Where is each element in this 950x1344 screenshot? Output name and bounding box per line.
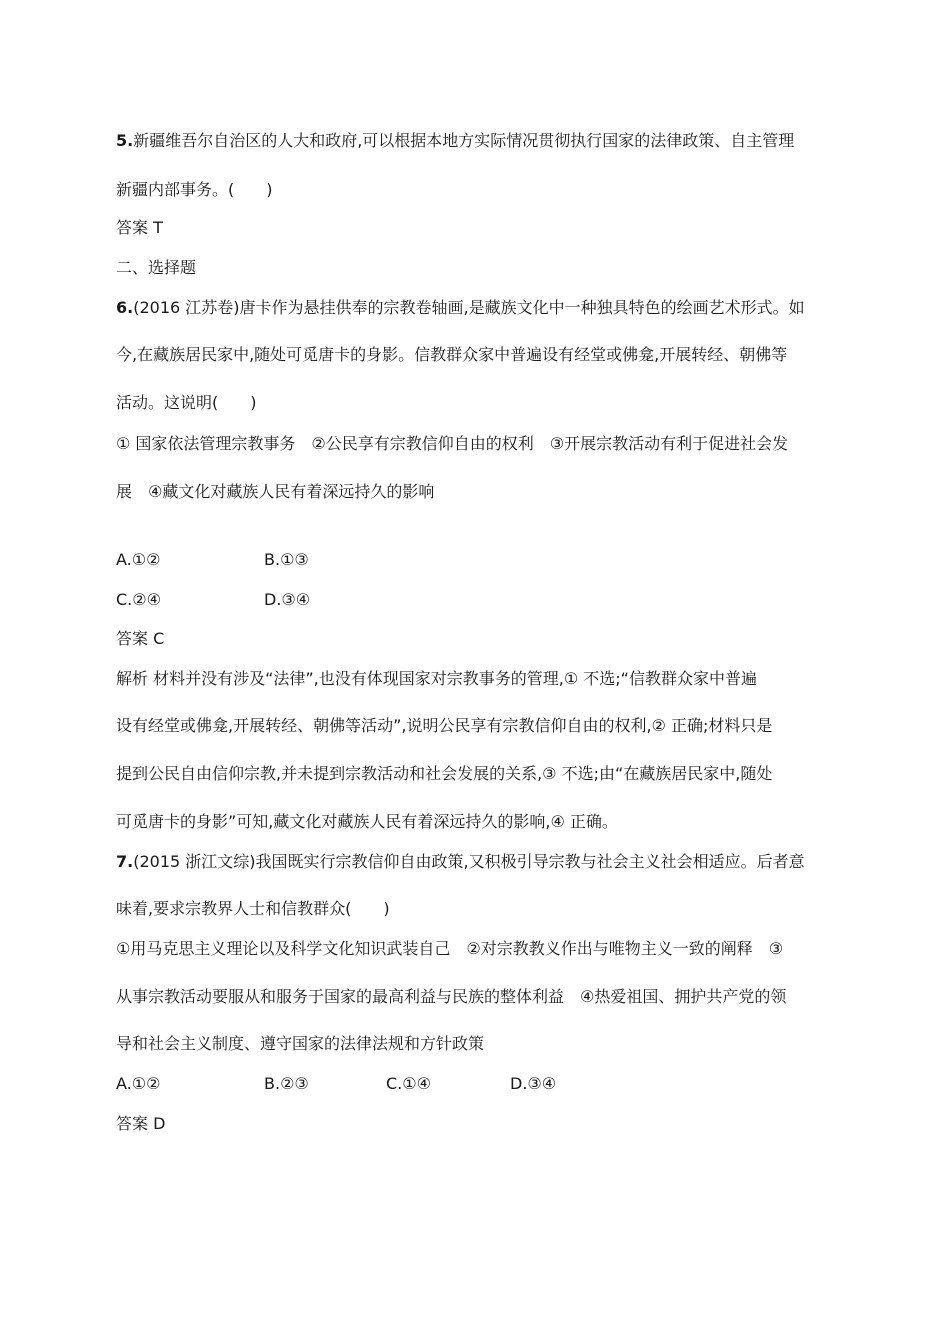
q5-line-1 xyxy=(116,130,794,152)
q6-analysis-line-4: 可觅唐卡的身影”可知,藏文化对藏族人民有着深远持久的影响,④ 正确。 xyxy=(116,812,618,831)
q6-line-1 xyxy=(116,297,805,319)
section-title: 二、选择题 xyxy=(116,258,197,277)
q7-option-d: D.③④ xyxy=(510,1074,557,1093)
q6-line-2: 今,在藏族居民家中,随处可觅唐卡的身影。信教群众家中普遍设有经堂或佛龛,开展转经、朝佛等 xyxy=(116,345,788,364)
q6-number: 6. xyxy=(116,298,134,317)
q7-statement-2: 从事宗教活动要服从和服务于国家的最高利益与民族的整体利益 ④热爱祖国、拥护共产党的领 xyxy=(116,987,787,1006)
q6-analysis-line-3: 提到公民自由信仰宗教,并未提到宗教活动和社会发展的关系,③ 不选;由“在藏族居民家中,随处 xyxy=(116,764,773,783)
q7-option-c: C.①④ xyxy=(386,1074,431,1093)
q6-option-d: D.③④ xyxy=(264,590,311,609)
q6-answer: 答案 C xyxy=(116,629,165,648)
q6-statement-1: ① 国家依法管理宗教事务 ②公民享有宗教信仰自由的权利 ③开展宗教活动有利于促进社会发 xyxy=(116,434,789,453)
q6-statement-2: 展 ④藏文化对藏族人民有着深远持久的影响 xyxy=(116,482,435,501)
q7-option-a: A.①② xyxy=(116,1074,161,1093)
q7-answer: 答案 D xyxy=(116,1114,166,1133)
q5-number: 5. xyxy=(116,131,134,150)
q5-text-1: 新疆维吾尔自治区的人大和政府,可以根据本地方实际情况贯彻执行国家的法律政策、自主管理 xyxy=(133,131,795,150)
q6-analysis-line-1: 解析 材料并没有涉及“法律”,也没有体现国家对宗教事务的管理,① 不选;“信教群众家中普遍 xyxy=(116,669,757,688)
q7-statement-1: ①用马克思主义理论以及科学文化知识武装自己 ②对宗教教义作出与唯物主义一致的阐释 ③ xyxy=(116,939,784,958)
q7-text-1: (2015 浙江文综)我国既实行宗教信仰自由政策,又积极引导宗教与社会主义社会相适应。后者意 xyxy=(133,852,805,871)
q5-line-2: 新疆内部事务。( ) xyxy=(116,180,273,199)
q6-line-3: 活动。这说明( ) xyxy=(116,393,257,412)
q7-option-b: B.②③ xyxy=(264,1074,309,1093)
q6-option-c: C.②④ xyxy=(116,590,161,609)
q7-line-2: 味着,要求宗教界人士和信教群众( ) xyxy=(116,899,390,918)
q6-option-a: A.①② xyxy=(116,550,161,569)
q6-option-b: B.①③ xyxy=(264,550,309,569)
q6-analysis-line-2: 设有经堂或佛龛,开展转经、朝佛等活动”,说明公民享有宗教信仰自由的权利,② 正确;材料只是 xyxy=(116,716,773,735)
q6-text-1: (2016 江苏卷)唐卡作为悬挂供奉的宗教卷轴画,是藏族文化中一种独具特色的绘画艺术形式。如 xyxy=(133,298,805,317)
q5-answer: 答案 T xyxy=(116,218,163,237)
q7-number: 7. xyxy=(116,852,134,871)
q7-line-1 xyxy=(116,851,805,873)
q7-statement-3: 导和社会主义制度、遵守国家的法律法规和方针政策 xyxy=(116,1034,485,1053)
